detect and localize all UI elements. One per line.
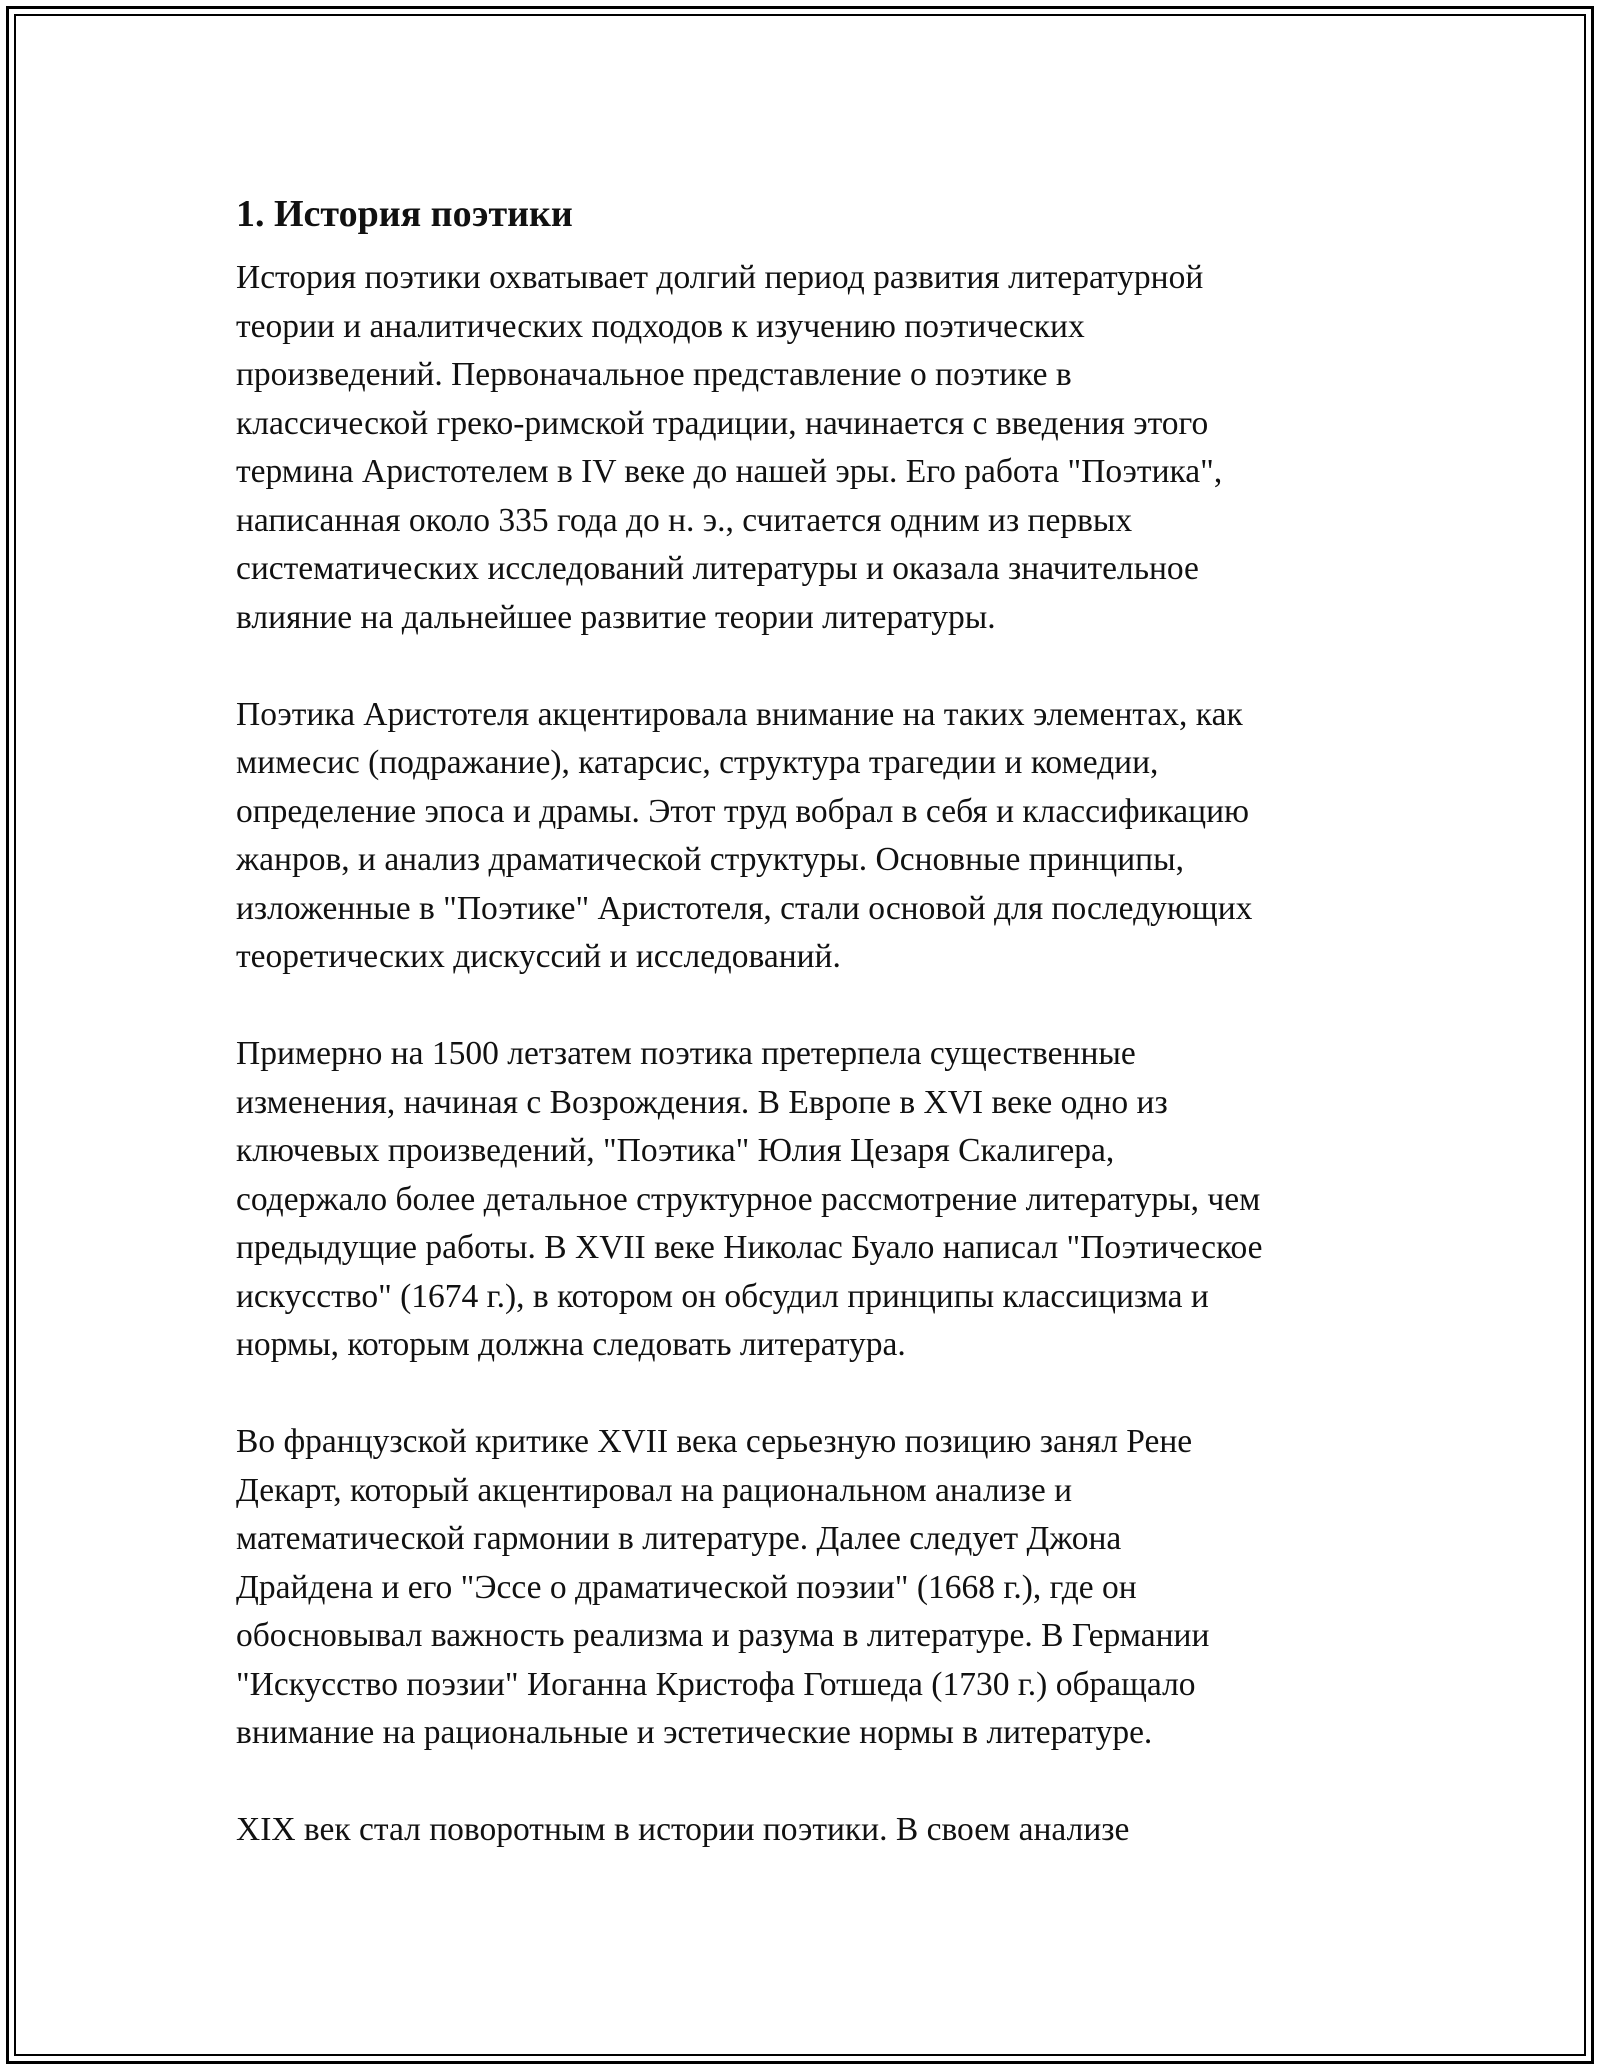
document-body bbox=[236, 190, 1386, 1903]
paragraph-1: История поэтики охватывает долгий период развития литературной теории и аналитических подходов к изучению поэтических произведений. Первоначальное представление о поэтике в классической греко-римской традиции, начинается с введения этого термина Аристотелем в IV веке до нашей эры. Его работа "Поэтика", написанная около 335 года до н. э., считается одним из первых систематических исследований литературы и оказала значительное влияние на дальнейшее развитие теории литературы. bbox=[236, 259, 1223, 636]
paragraph-4: Во французской критике XVII века серьезную позицию занял Рене Декарт, который акцентировал на рациональном анализе и математической гармонии в литературе. Далее следует Джона Драйдена и его "Эссе о драматической поэзии" (1668 г.), где он обосновывал важность реализма и разума в литературе. В Германии "Искусство поэзии" Иоганна Кристофа Готшеда (1730 г.) обращало внимание на рациональные и эстетические нормы в литературе. bbox=[236, 1423, 1210, 1751]
paragraph-2: Поэтика Аристотеля акцентировала внимание на таких элементах, как мимесис (подражание), катарсис, структура трагедии и комедии, определение эпоса и драмы. Этот труд вобрал в себя и классификацию жанров, и анализ драматической структуры. Основные принципы, изложенные в "Поэтике" Аристотеля, стали основой для последующих теоретических дискуссий и исследований. bbox=[236, 695, 1253, 975]
paragraph-5: XIX век стал поворотным в истории поэтики. В своем анализе bbox=[236, 1811, 1130, 1848]
section-heading: 1. История поэтики bbox=[236, 193, 573, 235]
paragraph-3: Примерно на 1500 летзатем поэтика претерпела существенные изменения, начиная с Возрождения. В Европе в XVI веке одно из ключевых произведений, "Поэтика" Юлия Цезаря Скалигера, содержало более детальное структурное рассмотрение литературы, чем предыдущие работы. В XVII веке Николас Буало написал "Поэтическое искусство" (1674 г.), в котором он обсудил принципы классицизма и нормы, которым должна следовать литература. bbox=[236, 1035, 1263, 1363]
